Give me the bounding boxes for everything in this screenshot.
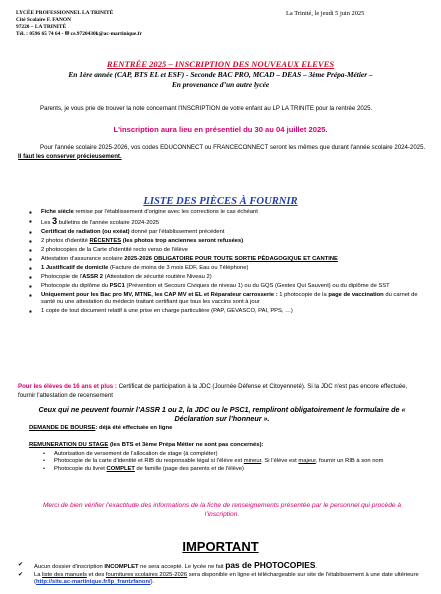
stage-heading: REMUNERATION DU STAGE [29,442,109,448]
list-item: ▪ 2 photocopies de la Carte d'identité recto verso de l'élève [28,247,430,255]
school-name: LYCÉE PROFESSIONNEL LA TRINITÉ [16,10,114,16]
list-item: • Photocopie du livret COMPLET de famille (page des parents et de l'élève) [42,466,430,473]
list-item: • Photocopie de la carte d'identité et RIB du responsable légal si l'élève est mineur. Si l'élève est majeur, fournir un RIB à son nom [42,458,430,465]
list-item: ▪ Attestation d'assurance scolaire 2025-2026 OBLIGATOIRE POUR TOUTE SORTIE PÉDAGOGIQUE ET CANTINE [28,256,430,264]
list-item: ✔ Aucun dossier d'inscription INCOMPLET ne sera accepté. Le lycée ne fait pas de PHOTOCOPIES. [18,562,430,572]
school-postal: 97220 – LA TRINITÉ [16,24,67,30]
jdc-paragraph [18,383,426,400]
subtitle-origin: En provenance d’un autre lycée [171,80,270,89]
inscription-dates: L'inscription aura lieu en présentiel du 30 au 04 juillet 2025. [113,125,328,134]
verification-notice: Merci de bien vérifier l’exactitude des informations de la fiche de renseignements présentée par le personnel qui procède à l’inscription. [42,502,402,518]
bourse-heading: DEMANDE DE BOURSE [29,425,96,431]
subtitle-years: En 1ère année (CAP, BTS EL et ESF) - Seconde BAC PRO, MCAD – DEAS – 3ème Prépa-Métier – [68,70,373,79]
important-heading: IMPORTANT [182,539,259,554]
bourse-line: DEMANDE DE BOURSE: déjà été effectuée en ligne [29,425,173,431]
list-item: ▪ 1 copie de tout document relatif à une prise en charge particulière (PAP, GEVASCO, PAI, PPS, …) [28,308,430,316]
stage-line: REMUNERATION DU STAGE (les BTS et 3ème Prépa Métier ne sont pas concernés): [29,442,264,448]
documents-list-title: LISTE DES PIÈCES À FOURNIR [143,196,298,207]
educonnect-warning: Il faut les conserver précieusement. [18,152,122,160]
list-item: ▪ Certificat de radiation (ou exéat) donné par l'établissement précédent [28,229,430,237]
educonnect-text: Pour l'année scolaire 2025-2026, vos codes EDUCONNECT ou FRANCECONNECT seront les mêmes que durant l'année scolaire 2024-2025. [40,144,426,151]
letter-date: La Trinité, le jeudi 5 juin 2025 [286,10,365,17]
stage-list [42,451,430,473]
jdc-text: Certificat de participation à la JDC (Journée Défense et Citoyenneté). Si la JDC n'est pas encore effectuée, fournir l'attestation de recensement [18,383,408,399]
important-notes [18,562,430,587]
school-website-link[interactable]: http://site.ac-martinique.fr/lp_frantzfanon/ [35,579,151,586]
intro-paragraph: Parents, je vous prie de trouver la note concernant l'INSCRIPTION de votre enfant au LP LA TRINITE pour la rentrée 2025. [40,105,373,112]
list-item: ▪ 2 photos d'identité RÉCENTES (les photos trop anciennes seront refusées) [28,238,430,246]
page-title: RENTRÉE 2025 – INSCRIPTION DES NOUVEAUX ELEVES [106,59,335,69]
list-item: ▪ Photocopie du diplôme du PSC1 (Prévention et Secours Civiques de niveau 1) ou du GQS (Gestes Qui Sauvent) ou du diplôme de SST [28,283,430,291]
documents-list [28,209,430,317]
declaration-notice: Ceux qui ne peuvent fournir l’ASSR 1 ou 2, la JDC ou le PSC1, rempliront obligatoirement le formulaire de « Déclaration sur l’honneur ». [38,405,406,424]
school-header [16,10,142,38]
list-item: ▪ Les 3 bulletins de l'année scolaire 2024-2025 [28,218,430,228]
jdc-label: Pour les élèves de 16 ans et plus : [18,383,117,390]
list-item: ▪ Uniquement pour les Bac pro MV, MTNE, les CAP MV et EL et Réparateur carrosserie : 1 photocopie de la page de vaccination du carnet de santé ou une attestation du médecin traitant certifiant que tous les vaccins sont à jour [28,292,430,307]
school-cite: Cité Scolaire F. FANON [16,17,71,23]
list-item: ✔ La liste des manuels et des fournitures scolaires 2025-2026 sera disponible en ligne et téléchargeable sur site de l'établissement à une date ultérieure (http://site.ac-martinique.fr/lp_frantzfanon/). [18,572,430,587]
list-item: ▪ Photocopie de l'ASSR 2 (Attestation de sécurité routière Niveau 2) [28,274,430,282]
educonnect-paragraph [18,144,426,161]
list-item: • Autorisation de versement de l'allocation de stage (à compléter) [42,451,430,458]
list-item: ▪ 1 Justificatif de domicile (Facture de moins de 3 mois EDF, Eau ou Téléphone) [28,265,430,273]
list-item: ▪ Fiche siècle remise par l'établissement d'origine avec les corrections le cas échéant [28,209,430,217]
school-contact: Tél. : 0596 65 74 64 - ✉ ce.9720430k@ac-martinique.fr [16,31,142,37]
